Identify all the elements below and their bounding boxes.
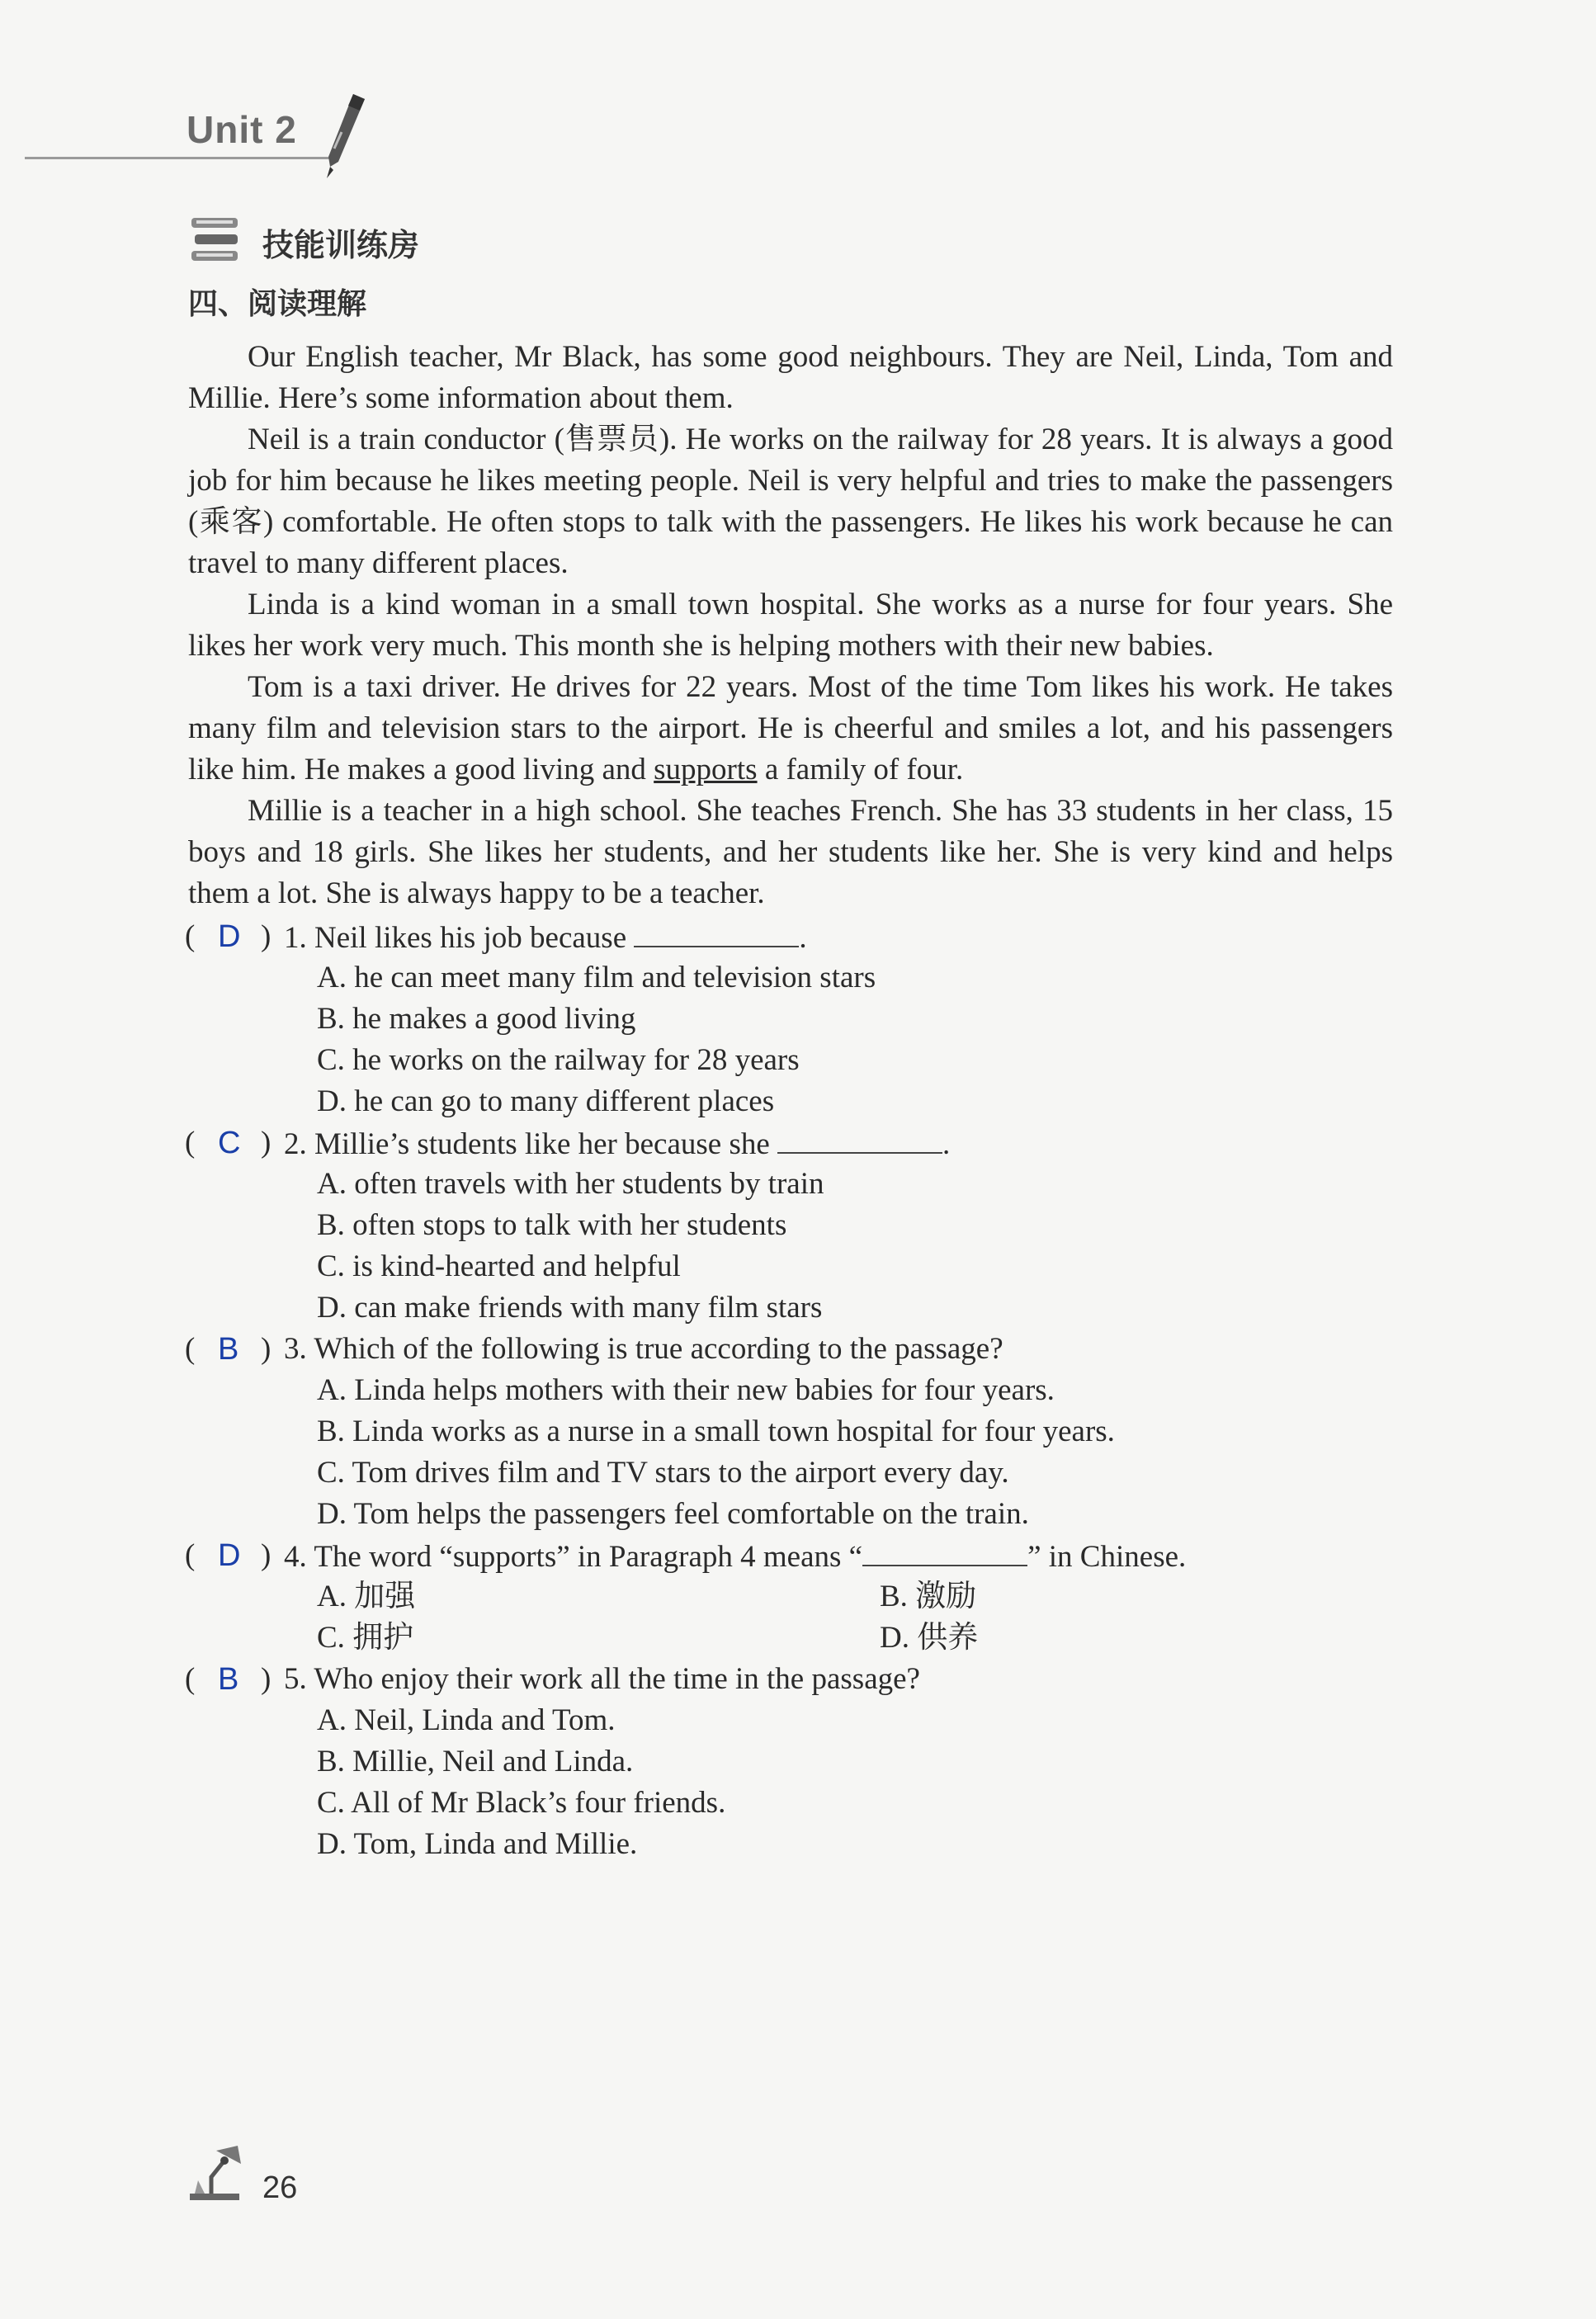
paren-open: ( (185, 919, 196, 953)
answer-mark: B (218, 1662, 239, 1697)
option: B. Millie, Neil and Linda. (317, 1745, 634, 1778)
option: A. he can meet many film and television stars (317, 961, 876, 994)
option: B. Linda works as a nurse in a small town hospital for four years. (317, 1415, 1115, 1448)
question-stem: 3. Which of the following is true according to the passage? (284, 1332, 1003, 1366)
reading-passage (188, 337, 1393, 914)
option-row (185, 1618, 1423, 1659)
paragraph-4-text: Tom is a taxi driver. He drives for 22 years. Most of the time Tom likes his work. He takes many film and television stars to the airport. He is cheerful and smiles a lot, and his passengers like him. He makes a good living and (188, 670, 1393, 786)
question-2 (185, 1122, 1423, 1329)
option: A. Linda helps mothers with their new babies for four years. (317, 1373, 1055, 1407)
pen-icon (314, 91, 371, 182)
option: B. 激励 (880, 1580, 977, 1613)
paren-open: ( (185, 1662, 196, 1696)
answer-blank (862, 1535, 1027, 1566)
option: D. can make friends with many film stars (317, 1291, 823, 1325)
paren-close: ) (261, 1332, 272, 1366)
option: A. often travels with her students by train (317, 1167, 824, 1201)
question-stem: 2. Millie’s students like her because she . (284, 1122, 950, 1165)
option: D. Tom, Linda and Millie. (317, 1827, 638, 1861)
option: B. often stops to talk with her students (317, 1208, 787, 1242)
paragraph-1: Our English teacher, Mr Black, has some good neighbours. They are Neil, Linda, Tom and Millie. Here’s some information about them. (188, 340, 1393, 415)
paren-open: ( (185, 1332, 196, 1366)
question-list (185, 916, 1423, 1865)
answer-blank (634, 916, 799, 947)
question-1 (185, 916, 1423, 1122)
option: C. Tom drives film and TV stars to the airport every day. (317, 1456, 1009, 1490)
option: B. he makes a good living (317, 1002, 636, 1036)
option-row (185, 1576, 1423, 1618)
option: D. Tom helps the passengers feel comfortable on the train. (317, 1497, 1029, 1531)
question-5 (185, 1659, 1423, 1865)
option: D. 供养 (880, 1621, 979, 1655)
underlined-word: supports (654, 753, 758, 786)
option: C. All of Mr Black’s four friends. (317, 1786, 726, 1820)
paragraph-2: Neil is a train conductor (售票员). He works on the railway for 28 years. It is always a good job for him because he likes meeting people. Neil is very helpful and tries to make the passengers (乘客) comfortable. He often stops to talk with the passengers. He likes his work because he can travel to many different places. (188, 423, 1393, 580)
paragraph-5: Millie is a teacher in a high school. She teaches French. She has 33 students in her class, 15 boys and 18 girls. She likes her students, and her students like her. She is very kind and helps them a lot. She is always happy to be a teacher. (188, 794, 1393, 910)
answer-mark: C (218, 1126, 241, 1160)
unit-header (25, 91, 850, 165)
option: C. he works on the railway for 28 years (317, 1043, 800, 1077)
header-rule (25, 157, 338, 159)
section-title: 技能训练房 (262, 227, 420, 263)
paren-close: ) (261, 1538, 272, 1572)
answer-mark: D (218, 919, 241, 954)
subsection-title: 四、阅读理解 (188, 287, 367, 321)
paragraph-4 (188, 667, 1393, 791)
paren-open: ( (185, 1126, 196, 1160)
answer-blank (777, 1122, 942, 1154)
answer-mark: D (218, 1538, 241, 1573)
question-stem: 4. The word “supports” in Paragraph 4 means “ ” in Chinese. (284, 1535, 1186, 1578)
question-stem: 1. Neil likes his job because . (284, 916, 807, 959)
page-number: 26 (262, 2170, 298, 2205)
question-3 (185, 1329, 1423, 1535)
paren-close: ) (261, 919, 272, 953)
books-icon (188, 213, 243, 264)
paren-close: ) (261, 1662, 272, 1696)
section-heading (188, 213, 683, 266)
page-footer (187, 2139, 434, 2213)
answer-mark: B (218, 1332, 239, 1367)
option: C. is kind-hearted and helpful (317, 1249, 681, 1283)
option: A. 加强 (317, 1580, 416, 1613)
paren-open: ( (185, 1538, 196, 1572)
paren-close: ) (261, 1126, 272, 1160)
desk-lamp-icon (187, 2139, 253, 2205)
question-4 (185, 1535, 1423, 1659)
paragraph-4-end: a family of four. (757, 753, 964, 786)
option: D. he can go to many different places (317, 1084, 775, 1118)
option: C. 拥护 (317, 1621, 414, 1655)
paragraph-3: Linda is a kind woman in a small town hospital. She works as a nurse for four years. She likes her work very much. This month she is helping mothers with their new babies. (188, 588, 1393, 663)
question-stem: 5. Who enjoy their work all the time in the passage? (284, 1662, 920, 1696)
unit-title: Unit 2 (187, 108, 297, 151)
option: A. Neil, Linda and Tom. (317, 1703, 616, 1737)
